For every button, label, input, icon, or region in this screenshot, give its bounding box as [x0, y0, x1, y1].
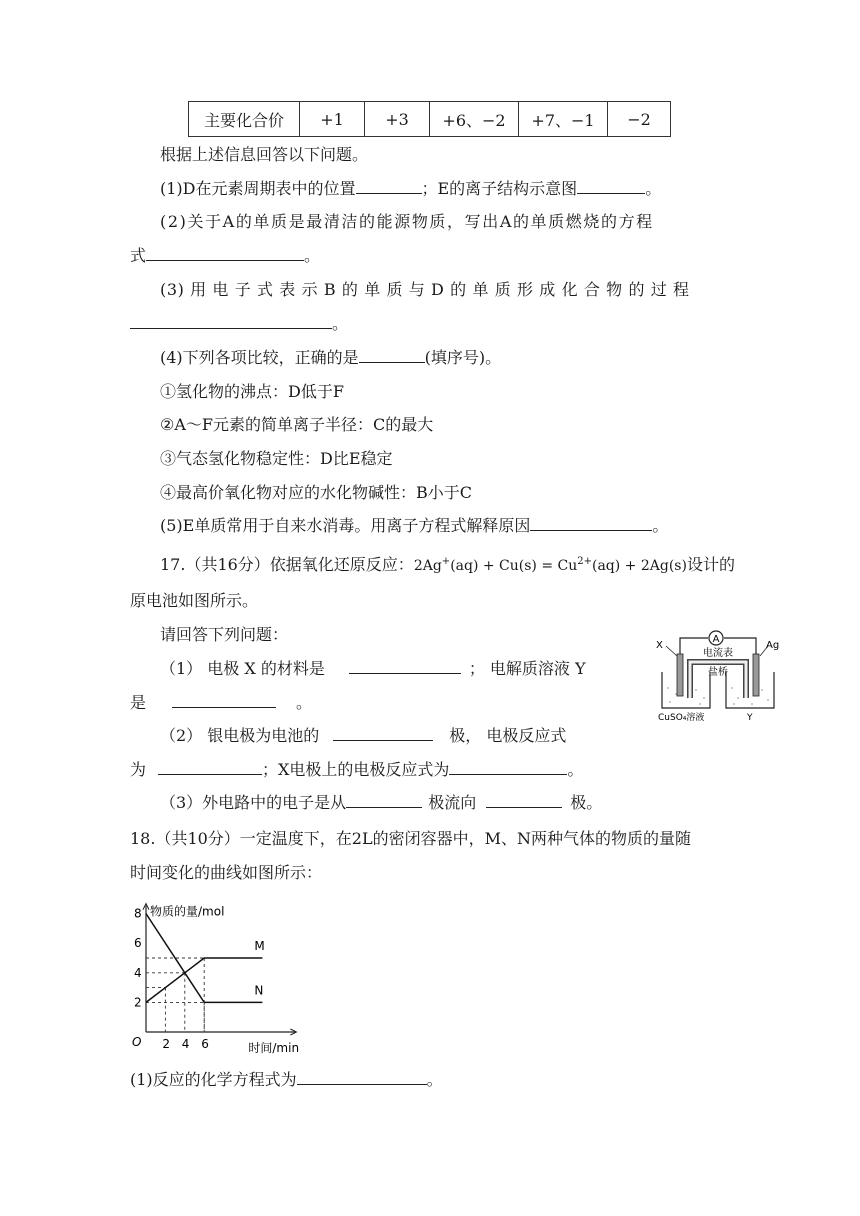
q18-line1: 18.（共10分）一定温度下，在2L的密闭容器中，M、N两种气体的物质的量随	[130, 829, 691, 848]
intro-text: 根据上述信息回答以下问题。	[160, 145, 369, 164]
q17-ask: 请回答下列问题：	[160, 625, 289, 644]
q18-line2: 时间变化的曲线如图所示：	[130, 863, 323, 882]
answer-blank[interactable]	[172, 691, 276, 708]
series-label-M: M	[254, 939, 265, 953]
x-axis-label: 时间/min	[248, 1041, 300, 1055]
x-tick-label: 2	[162, 1037, 171, 1051]
answer-blank[interactable]	[530, 514, 652, 531]
valence-header: 主要化合价	[189, 102, 300, 137]
label-x: X	[656, 640, 663, 651]
answer-blank[interactable]	[349, 657, 461, 674]
answer-blank[interactable]	[356, 177, 422, 194]
answer-blank[interactable]	[346, 791, 422, 808]
electrode-x	[677, 654, 683, 696]
q18-sub1: (1)反应的化学方程式为 。	[130, 1070, 443, 1089]
answer-blank[interactable]	[449, 758, 567, 775]
q16-option-1: ①氢化物的沸点：D低于F	[160, 382, 344, 401]
q16-part3: (3) 用 电 子 式 表 示 B 的 单 质 与 D 的 单 质 形 成 化 合 物 的 过 程	[160, 280, 690, 299]
q16-part2: (2)关于A的单质是最清洁的能源物质，写出A的单质燃烧的方程	[160, 212, 654, 231]
q17-sub2: （2） 银电极为电池的 极， 电极反应式	[160, 726, 567, 745]
x-tick-label: 6	[201, 1037, 209, 1051]
bridge-label: 盐桥	[708, 667, 728, 678]
meter-caption: 电流表	[703, 648, 733, 659]
valence-cell: +3	[365, 102, 430, 137]
x-tick-label: 4	[181, 1037, 190, 1051]
electrode-ag	[753, 654, 759, 696]
valence-cell: +6、−2	[430, 102, 519, 137]
answer-blank[interactable]	[130, 312, 332, 329]
answer-blank[interactable]	[333, 724, 433, 741]
q17-sub1: （1） 电极 X 的材料是 ； 电解质溶液 Y	[160, 659, 586, 678]
q17-line2: 原电池如图所示。	[130, 591, 259, 610]
q16-option-2: ②A～F元素的简单离子半径：C的最大	[160, 415, 434, 434]
valence-cell: +7、−1	[519, 102, 608, 137]
q17-sub2-cont: 为 ；X电极上的电极反应式为 。	[130, 760, 584, 779]
answer-blank[interactable]	[577, 177, 645, 194]
answer-blank[interactable]	[297, 1068, 427, 1085]
label-y: Y	[747, 713, 753, 723]
answer-blank[interactable]	[486, 791, 562, 808]
right-beaker	[726, 672, 774, 708]
amount-time-chart	[128, 890, 312, 1056]
y-tick-label: 6	[134, 936, 142, 951]
answer-blank[interactable]	[158, 758, 262, 775]
q17-sub1-cont: 是 。	[130, 693, 313, 712]
valence-table	[188, 101, 671, 137]
q16-part4: (4)下列各项比较，正确的是 (填序号)。	[160, 348, 502, 367]
q17-head: 17.（共16分）依据氧化还原反应：$2Ag^+(aq) + Cu(s) = Cu^{2+}(aq) + 2Ag(s)$设计的	[160, 555, 735, 574]
ammeter-label: A	[712, 634, 720, 645]
y-tick-label: 8	[134, 906, 142, 921]
series-label-N: N	[254, 983, 264, 998]
y-axis-label: 物质的量/mol	[150, 904, 225, 919]
redox-equation: $2Ag^+(aq) + Cu(s) = Cu^{2+}(aq) + 2Ag(s)$	[413, 556, 687, 574]
answer-blank[interactable]	[359, 346, 425, 363]
q16-part1: (1)D在元素周期表中的位置 ；E的离子结构示意图 。	[160, 179, 662, 198]
valence-cell: −2	[608, 102, 671, 137]
y-tick-label: 4	[134, 965, 142, 980]
label-ag: Ag	[766, 640, 780, 651]
q17-sub3: （3）外电路中的电子是从 极流向 极。	[160, 793, 603, 812]
galvanic-cell-figure	[652, 628, 784, 724]
answer-blank[interactable]	[146, 244, 304, 261]
q16-part5: (5)E单质常用于自来水消毒。用离子方程式解释原因 。	[160, 516, 669, 535]
q16-part2-cont: 式 。	[130, 246, 321, 265]
q16-option-4: ④最高价氧化物对应的水化物碱性：B小于C	[160, 483, 473, 502]
label-cuso4: CuSO₄溶液	[658, 713, 705, 723]
y-tick-label: 2	[134, 995, 142, 1010]
q16-option-3: ③气态氢化物稳定性：D比E稳定	[160, 449, 393, 468]
valence-cell: +1	[300, 102, 365, 137]
origin-label: O	[132, 1035, 142, 1049]
q16-part3-cont: 。	[130, 311, 348, 334]
